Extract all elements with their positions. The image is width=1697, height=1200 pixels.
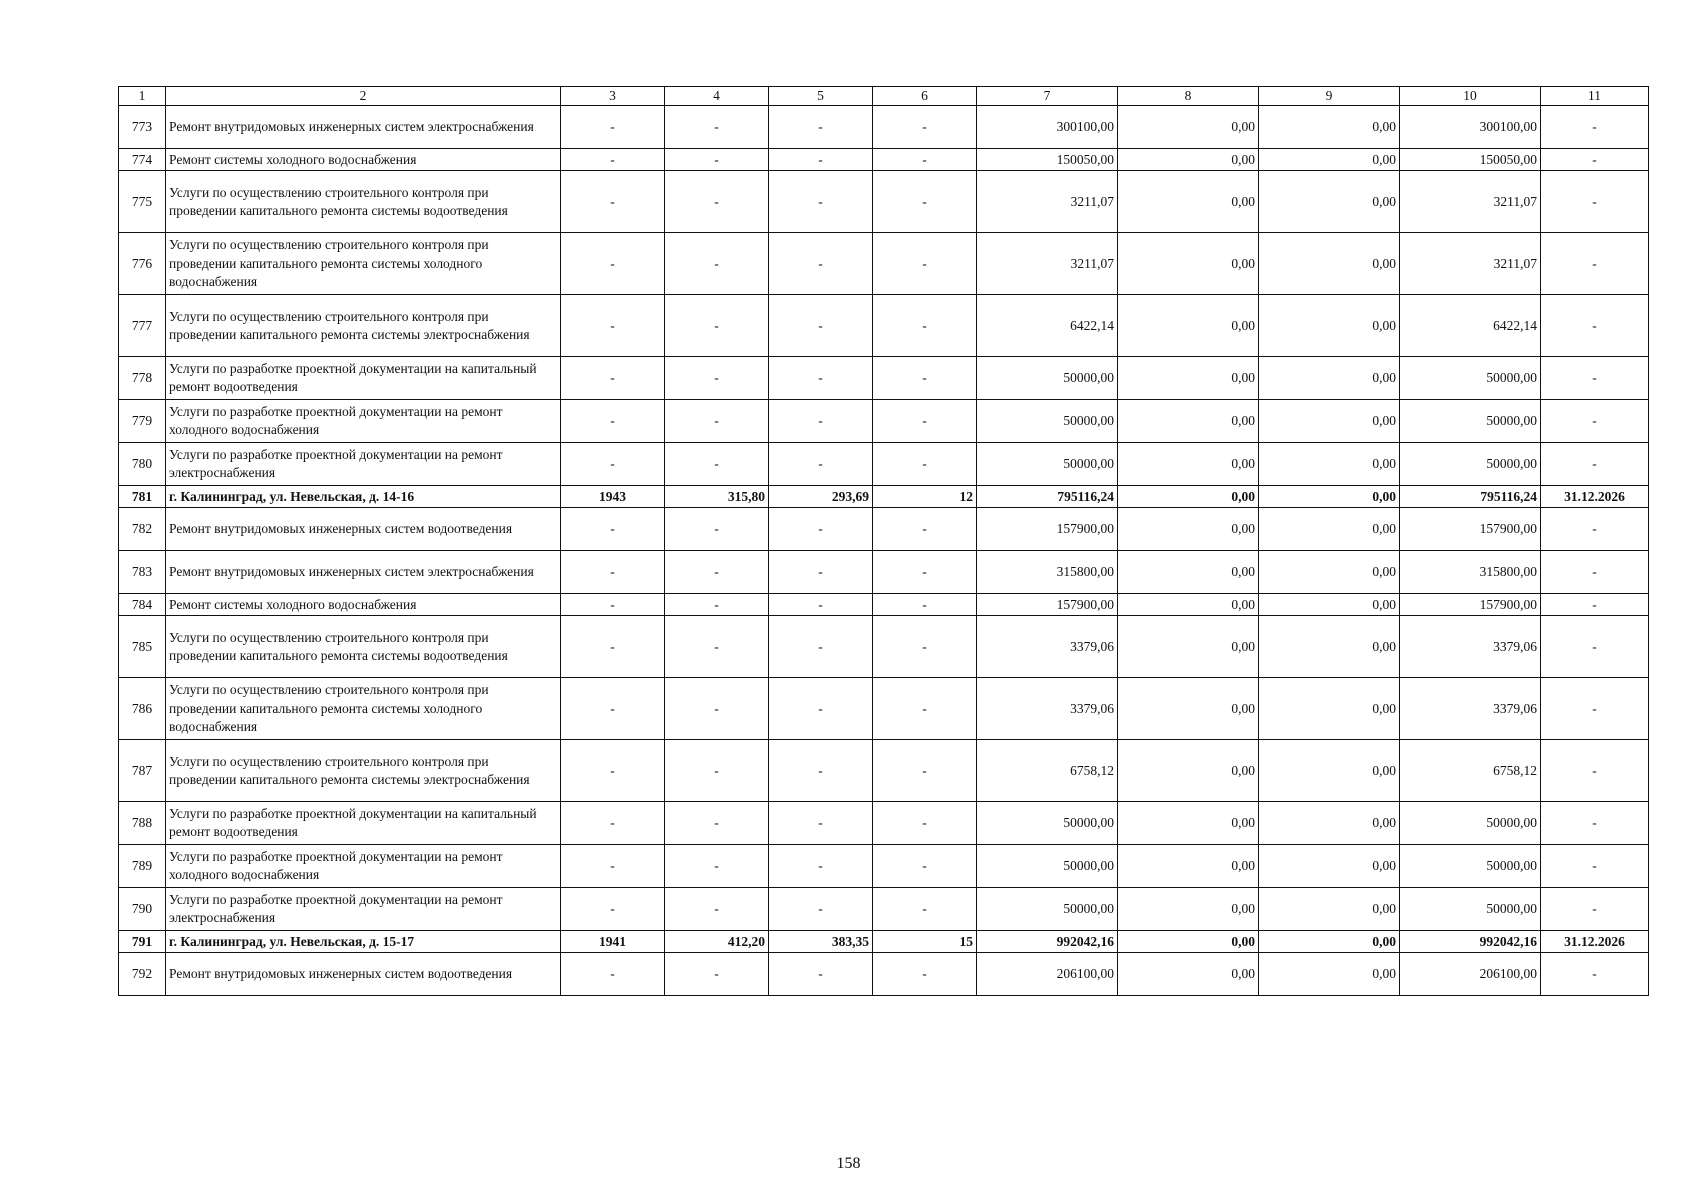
table-row	[119, 233, 1649, 295]
col-5-cell: -	[769, 678, 873, 740]
col-3-cell: -	[561, 888, 665, 931]
col-5-cell: -	[769, 106, 873, 149]
col-7-cell: 3211,07	[977, 171, 1118, 233]
col-8-cell: 0,00	[1118, 357, 1259, 400]
col-7-cell: 50000,00	[977, 400, 1118, 443]
table-row	[119, 149, 1649, 171]
col-5-cell: 293,69	[769, 486, 873, 508]
col-3-cell: 1943	[561, 486, 665, 508]
col-10-cell: 50000,00	[1400, 400, 1541, 443]
column-number-header: 4	[665, 87, 769, 106]
description-cell: Услуги по осуществлению строительного контроля при проведении капитального ремонта системы электроснабжения	[166, 295, 561, 357]
description-cell: Услуги по осуществлению строительного контроля при проведении капитального ремонта системы водоотведения	[166, 616, 561, 678]
col-4-cell: -	[665, 678, 769, 740]
col-3-cell: -	[561, 443, 665, 486]
col-4-cell: -	[665, 295, 769, 357]
column-number-header: 5	[769, 87, 873, 106]
col-3-cell: -	[561, 400, 665, 443]
col-9-cell: 0,00	[1259, 233, 1400, 295]
row-number-cell: 784	[119, 594, 166, 616]
col-10-cell: 3379,06	[1400, 616, 1541, 678]
col-5-cell: -	[769, 594, 873, 616]
col-4-cell: -	[665, 443, 769, 486]
col-9-cell: 0,00	[1259, 551, 1400, 594]
col-10-cell: 3211,07	[1400, 233, 1541, 295]
col-4-cell: -	[665, 400, 769, 443]
col-6-cell: -	[873, 616, 977, 678]
col-7-cell: 50000,00	[977, 845, 1118, 888]
col-5-cell: -	[769, 802, 873, 845]
table-row	[119, 551, 1649, 594]
table-row	[119, 678, 1649, 740]
table-row	[119, 171, 1649, 233]
col-6-cell: -	[873, 106, 977, 149]
col-8-cell: 0,00	[1118, 678, 1259, 740]
col-10-cell: 6422,14	[1400, 295, 1541, 357]
col-7-cell: 3379,06	[977, 678, 1118, 740]
col-11-cell: -	[1541, 400, 1649, 443]
row-number-cell: 774	[119, 149, 166, 171]
col-3-cell: -	[561, 802, 665, 845]
col-7-cell: 3211,07	[977, 233, 1118, 295]
col-11-cell: 31.12.2026	[1541, 486, 1649, 508]
col-3-cell: -	[561, 508, 665, 551]
col-5-cell: -	[769, 953, 873, 996]
col-8-cell: 0,00	[1118, 486, 1259, 508]
col-11-cell: -	[1541, 953, 1649, 996]
row-number-cell: 777	[119, 295, 166, 357]
col-6-cell: -	[873, 678, 977, 740]
col-10-cell: 150050,00	[1400, 149, 1541, 171]
description-cell: Услуги по разработке проектной документации на ремонт электроснабжения	[166, 888, 561, 931]
row-number-cell: 783	[119, 551, 166, 594]
col-10-cell: 50000,00	[1400, 443, 1541, 486]
column-number-header: 9	[1259, 87, 1400, 106]
col-8-cell: 0,00	[1118, 443, 1259, 486]
description-cell: Ремонт внутридомовых инженерных систем электроснабжения	[166, 106, 561, 149]
col-9-cell: 0,00	[1259, 931, 1400, 953]
col-4-cell: -	[665, 888, 769, 931]
col-4-cell: -	[665, 551, 769, 594]
col-5-cell: -	[769, 400, 873, 443]
col-6-cell: -	[873, 357, 977, 400]
row-number-cell: 789	[119, 845, 166, 888]
col-9-cell: 0,00	[1259, 740, 1400, 802]
col-4-cell: -	[665, 171, 769, 233]
col-6-cell: -	[873, 508, 977, 551]
col-11-cell: -	[1541, 508, 1649, 551]
row-number-cell: 790	[119, 888, 166, 931]
col-11-cell: -	[1541, 171, 1649, 233]
col-11-cell: -	[1541, 888, 1649, 931]
col-9-cell: 0,00	[1259, 616, 1400, 678]
col-7-cell: 6758,12	[977, 740, 1118, 802]
table-row	[119, 740, 1649, 802]
col-8-cell: 0,00	[1118, 171, 1259, 233]
col-11-cell: -	[1541, 740, 1649, 802]
col-6-cell: -	[873, 443, 977, 486]
col-9-cell: 0,00	[1259, 149, 1400, 171]
column-number-header: 1	[119, 87, 166, 106]
address-summary-row	[119, 931, 1649, 953]
page-number: 158	[836, 1155, 861, 1172]
col-4-cell: -	[665, 357, 769, 400]
col-7-cell: 157900,00	[977, 594, 1118, 616]
col-8-cell: 0,00	[1118, 802, 1259, 845]
col-3-cell: -	[561, 233, 665, 295]
table-row	[119, 845, 1649, 888]
col-8-cell: 0,00	[1118, 149, 1259, 171]
col-7-cell: 992042,16	[977, 931, 1118, 953]
row-number-cell: 775	[119, 171, 166, 233]
description-cell: Услуги по осуществлению строительного контроля при проведении капитального ремонта системы водоотведения	[166, 171, 561, 233]
col-7-cell: 50000,00	[977, 357, 1118, 400]
row-number-cell: 773	[119, 106, 166, 149]
column-number-header: 11	[1541, 87, 1649, 106]
col-8-cell: 0,00	[1118, 551, 1259, 594]
col-9-cell: 0,00	[1259, 443, 1400, 486]
col-4-cell: -	[665, 508, 769, 551]
description-cell: Услуги по разработке проектной документации на ремонт холодного водоснабжения	[166, 845, 561, 888]
col-7-cell: 157900,00	[977, 508, 1118, 551]
col-3-cell: -	[561, 740, 665, 802]
description-cell: Услуги по осуществлению строительного контроля при проведении капитального ремонта системы электроснабжения	[166, 740, 561, 802]
col-8-cell: 0,00	[1118, 888, 1259, 931]
col-9-cell: 0,00	[1259, 845, 1400, 888]
col-8-cell: 0,00	[1118, 931, 1259, 953]
col-6-cell: -	[873, 888, 977, 931]
col-8-cell: 0,00	[1118, 845, 1259, 888]
col-3-cell: -	[561, 106, 665, 149]
col-4-cell: -	[665, 845, 769, 888]
col-6-cell: 15	[873, 931, 977, 953]
col-7-cell: 206100,00	[977, 953, 1118, 996]
col-3-cell: -	[561, 616, 665, 678]
column-number-header: 10	[1400, 87, 1541, 106]
description-cell: Ремонт внутридомовых инженерных систем водоотведения	[166, 508, 561, 551]
table-row	[119, 357, 1649, 400]
col-11-cell: -	[1541, 551, 1649, 594]
col-8-cell: 0,00	[1118, 740, 1259, 802]
col-5-cell: -	[769, 616, 873, 678]
table-row	[119, 616, 1649, 678]
col-11-cell: -	[1541, 357, 1649, 400]
column-number-header: 3	[561, 87, 665, 106]
col-10-cell: 157900,00	[1400, 594, 1541, 616]
col-4-cell: -	[665, 740, 769, 802]
col-9-cell: 0,00	[1259, 594, 1400, 616]
col-6-cell: -	[873, 233, 977, 295]
col-8-cell: 0,00	[1118, 508, 1259, 551]
col-10-cell: 206100,00	[1400, 953, 1541, 996]
col-7-cell: 150050,00	[977, 149, 1118, 171]
row-number-cell: 792	[119, 953, 166, 996]
description-cell: Услуги по разработке проектной документации на капитальный ремонт водоотведения	[166, 357, 561, 400]
col-4-cell: -	[665, 233, 769, 295]
col-3-cell: -	[561, 551, 665, 594]
description-cell: Услуги по разработке проектной документации на ремонт холодного водоснабжения	[166, 400, 561, 443]
col-4-cell: -	[665, 106, 769, 149]
col-8-cell: 0,00	[1118, 594, 1259, 616]
col-6-cell: -	[873, 802, 977, 845]
col-9-cell: 0,00	[1259, 171, 1400, 233]
table-row	[119, 802, 1649, 845]
row-number-cell: 776	[119, 233, 166, 295]
col-10-cell: 3211,07	[1400, 171, 1541, 233]
col-5-cell: -	[769, 233, 873, 295]
description-cell: Ремонт системы холодного водоснабжения	[166, 594, 561, 616]
col-6-cell: -	[873, 953, 977, 996]
col-11-cell: -	[1541, 678, 1649, 740]
col-9-cell: 0,00	[1259, 295, 1400, 357]
col-9-cell: 0,00	[1259, 953, 1400, 996]
col-11-cell: -	[1541, 443, 1649, 486]
row-number-cell: 781	[119, 486, 166, 508]
col-5-cell: -	[769, 740, 873, 802]
col-11-cell: -	[1541, 149, 1649, 171]
col-4-cell: 315,80	[665, 486, 769, 508]
col-7-cell: 50000,00	[977, 443, 1118, 486]
col-4-cell: -	[665, 802, 769, 845]
table-row	[119, 594, 1649, 616]
row-number-cell: 788	[119, 802, 166, 845]
col-3-cell: -	[561, 953, 665, 996]
col-9-cell: 0,00	[1259, 678, 1400, 740]
col-3-cell: 1941	[561, 931, 665, 953]
col-3-cell: -	[561, 845, 665, 888]
column-number-header: 2	[166, 87, 561, 106]
col-7-cell: 6422,14	[977, 295, 1118, 357]
col-7-cell: 315800,00	[977, 551, 1118, 594]
col-9-cell: 0,00	[1259, 508, 1400, 551]
col-10-cell: 50000,00	[1400, 357, 1541, 400]
col-8-cell: 0,00	[1118, 233, 1259, 295]
col-4-cell: 412,20	[665, 931, 769, 953]
row-number-cell: 786	[119, 678, 166, 740]
col-5-cell: -	[769, 443, 873, 486]
col-3-cell: -	[561, 594, 665, 616]
col-6-cell: -	[873, 594, 977, 616]
col-8-cell: 0,00	[1118, 953, 1259, 996]
description-cell: Услуги по осуществлению строительного контроля при проведении капитального ремонта системы холодного водоснабжения	[166, 678, 561, 740]
col-10-cell: 795116,24	[1400, 486, 1541, 508]
description-cell: Ремонт внутридомовых инженерных систем водоотведения	[166, 953, 561, 996]
col-7-cell: 50000,00	[977, 888, 1118, 931]
column-number-header: 8	[1118, 87, 1259, 106]
col-7-cell: 3379,06	[977, 616, 1118, 678]
col-10-cell: 6758,12	[1400, 740, 1541, 802]
col-11-cell: 31.12.2026	[1541, 931, 1649, 953]
col-9-cell: 0,00	[1259, 400, 1400, 443]
col-6-cell: -	[873, 149, 977, 171]
description-cell: Услуги по осуществлению строительного контроля при проведении капитального ремонта системы холодного водоснабжения	[166, 233, 561, 295]
row-number-cell: 782	[119, 508, 166, 551]
column-number-header: 6	[873, 87, 977, 106]
col-5-cell: -	[769, 888, 873, 931]
col-10-cell: 50000,00	[1400, 888, 1541, 931]
col-7-cell: 300100,00	[977, 106, 1118, 149]
col-11-cell: -	[1541, 295, 1649, 357]
col-3-cell: -	[561, 678, 665, 740]
col-4-cell: -	[665, 616, 769, 678]
col-10-cell: 157900,00	[1400, 508, 1541, 551]
col-8-cell: 0,00	[1118, 400, 1259, 443]
col-5-cell: -	[769, 357, 873, 400]
col-11-cell: -	[1541, 594, 1649, 616]
description-cell: Ремонт внутридомовых инженерных систем электроснабжения	[166, 551, 561, 594]
col-9-cell: 0,00	[1259, 106, 1400, 149]
col-9-cell: 0,00	[1259, 888, 1400, 931]
col-6-cell: -	[873, 295, 977, 357]
col-3-cell: -	[561, 171, 665, 233]
col-5-cell: -	[769, 171, 873, 233]
col-5-cell: 383,35	[769, 931, 873, 953]
col-9-cell: 0,00	[1259, 486, 1400, 508]
address-summary-row	[119, 486, 1649, 508]
col-8-cell: 0,00	[1118, 106, 1259, 149]
table-row	[119, 295, 1649, 357]
col-10-cell: 300100,00	[1400, 106, 1541, 149]
col-5-cell: -	[769, 551, 873, 594]
table-row	[119, 443, 1649, 486]
description-cell: Услуги по разработке проектной документации на капитальный ремонт водоотведения	[166, 802, 561, 845]
col-5-cell: -	[769, 295, 873, 357]
col-7-cell: 795116,24	[977, 486, 1118, 508]
row-number-cell: 785	[119, 616, 166, 678]
col-5-cell: -	[769, 149, 873, 171]
description-cell: Ремонт системы холодного водоснабжения	[166, 149, 561, 171]
col-11-cell: -	[1541, 106, 1649, 149]
capital-repair-table	[118, 86, 1649, 996]
description-cell: г. Калининград, ул. Невельская, д. 14-16	[166, 486, 561, 508]
col-8-cell: 0,00	[1118, 616, 1259, 678]
table-row	[119, 953, 1649, 996]
col-5-cell: -	[769, 508, 873, 551]
col-3-cell: -	[561, 357, 665, 400]
col-10-cell: 315800,00	[1400, 551, 1541, 594]
description-cell: Услуги по разработке проектной документации на ремонт электроснабжения	[166, 443, 561, 486]
col-6-cell: -	[873, 171, 977, 233]
col-4-cell: -	[665, 953, 769, 996]
col-5-cell: -	[769, 845, 873, 888]
row-number-cell: 787	[119, 740, 166, 802]
col-9-cell: 0,00	[1259, 357, 1400, 400]
col-6-cell: -	[873, 740, 977, 802]
col-3-cell: -	[561, 149, 665, 171]
row-number-cell: 778	[119, 357, 166, 400]
col-11-cell: -	[1541, 616, 1649, 678]
table-row	[119, 400, 1649, 443]
description-cell: г. Калининград, ул. Невельская, д. 15-17	[166, 931, 561, 953]
row-number-cell: 791	[119, 931, 166, 953]
col-10-cell: 992042,16	[1400, 931, 1541, 953]
col-10-cell: 50000,00	[1400, 802, 1541, 845]
column-number-header: 7	[977, 87, 1118, 106]
col-6-cell: -	[873, 400, 977, 443]
col-4-cell: -	[665, 149, 769, 171]
col-11-cell: -	[1541, 845, 1649, 888]
table-row	[119, 888, 1649, 931]
col-9-cell: 0,00	[1259, 802, 1400, 845]
table-row	[119, 106, 1649, 149]
col-11-cell: -	[1541, 233, 1649, 295]
col-3-cell: -	[561, 295, 665, 357]
row-number-cell: 780	[119, 443, 166, 486]
col-8-cell: 0,00	[1118, 295, 1259, 357]
table-row	[119, 508, 1649, 551]
col-6-cell: -	[873, 551, 977, 594]
col-11-cell: -	[1541, 802, 1649, 845]
col-10-cell: 3379,06	[1400, 678, 1541, 740]
col-7-cell: 50000,00	[977, 802, 1118, 845]
column-number-header-row	[119, 87, 1649, 106]
table-body	[119, 87, 1649, 996]
row-number-cell: 779	[119, 400, 166, 443]
col-4-cell: -	[665, 594, 769, 616]
col-6-cell: 12	[873, 486, 977, 508]
col-10-cell: 50000,00	[1400, 845, 1541, 888]
col-6-cell: -	[873, 845, 977, 888]
